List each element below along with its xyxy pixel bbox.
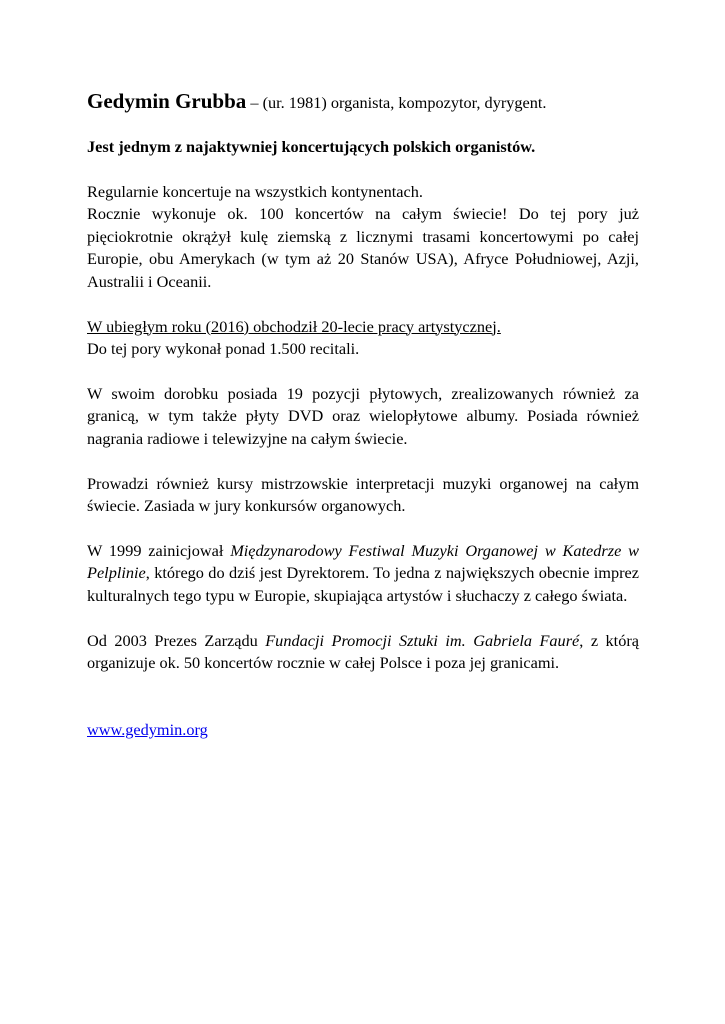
person-description: – (ur. 1981) organista, kompozytor, dyrygent. bbox=[246, 93, 547, 112]
foundation-text-before: Od 2003 Prezes Zarządu bbox=[87, 630, 266, 650]
paragraph-masterclasses-text: Prowadzi również kursy mistrzowskie interpretacji muzyki organowej na całym świecie. Zasiada w jury konkursów organowych. bbox=[87, 473, 639, 516]
paragraph-anniversary bbox=[87, 316, 639, 361]
paragraph-anniversary-line2: Do tej pory wykonał ponad 1.500 recitali. bbox=[87, 339, 360, 359]
paragraph-anniversary-line1 bbox=[87, 316, 639, 339]
document-page bbox=[87, 88, 639, 741]
paragraph-concerts-line2: Rocznie wykonuje ok. 100 koncertów na całym świecie! Do tej pory już pięciokrotnie okrążył kulę ziemską z licznymi trasami koncertowymi po całej Europie, obu Amerykach (w tym aż 20 Stanów USA), Afryce Południowej, Azji, Australii i Oceanii. bbox=[87, 204, 639, 291]
paragraph-concerts-line1: Regularnie koncertuje na wszystkich kontynentach. bbox=[87, 181, 423, 201]
paragraph-festival bbox=[87, 540, 639, 608]
paragraph-discography-text: W swoim dorobku posiada 19 pozycji płytowych, zrealizowanych również za granicą, w tym także płyty DVD oraz wielopłytowe albumy. Posiada również nagrania radiowe i telewizyjne na całym świecie. bbox=[87, 383, 639, 448]
festival-text-before: W 1999 zainicjował bbox=[87, 540, 231, 560]
website-link[interactable]: www.gedymin.org bbox=[87, 719, 208, 739]
festival-text-after: , którego do dziś jest Dyrektorem. To jedna z największych obecnie imprez kulturalnych tego typu w Europie, skupiająca artystów i słuchaczy z całego świata. bbox=[87, 563, 639, 605]
foundation-text-after: , z którą organizuje ok. 50 koncertów rocznie w całej Polsce i poza jej granicami. bbox=[87, 630, 639, 673]
paragraph-foundation bbox=[87, 630, 639, 675]
document-heading bbox=[87, 88, 639, 116]
paragraph-festival-text bbox=[87, 540, 639, 608]
paragraph-masterclasses bbox=[87, 473, 639, 518]
lead-statement: Jest jednym z najaktywniej koncertujących polskich organistów. bbox=[87, 137, 536, 156]
paragraph-concerts bbox=[87, 181, 639, 294]
paragraph-discography bbox=[87, 383, 639, 451]
festival-name: Międzynarodowy Festiwal Muzyki Organowej w Katedrze w Pelplinie bbox=[87, 540, 639, 583]
anniversary-underlined-text: W ubiegłym roku (2016) obchodził 20-lecie pracy artystycznej. bbox=[87, 316, 501, 336]
person-name: Gedymin Grubba bbox=[87, 89, 247, 113]
foundation-name: Fundacji Promocji Sztuki im. Gabriela Fauré bbox=[265, 630, 580, 650]
paragraph-foundation-text bbox=[87, 630, 639, 675]
